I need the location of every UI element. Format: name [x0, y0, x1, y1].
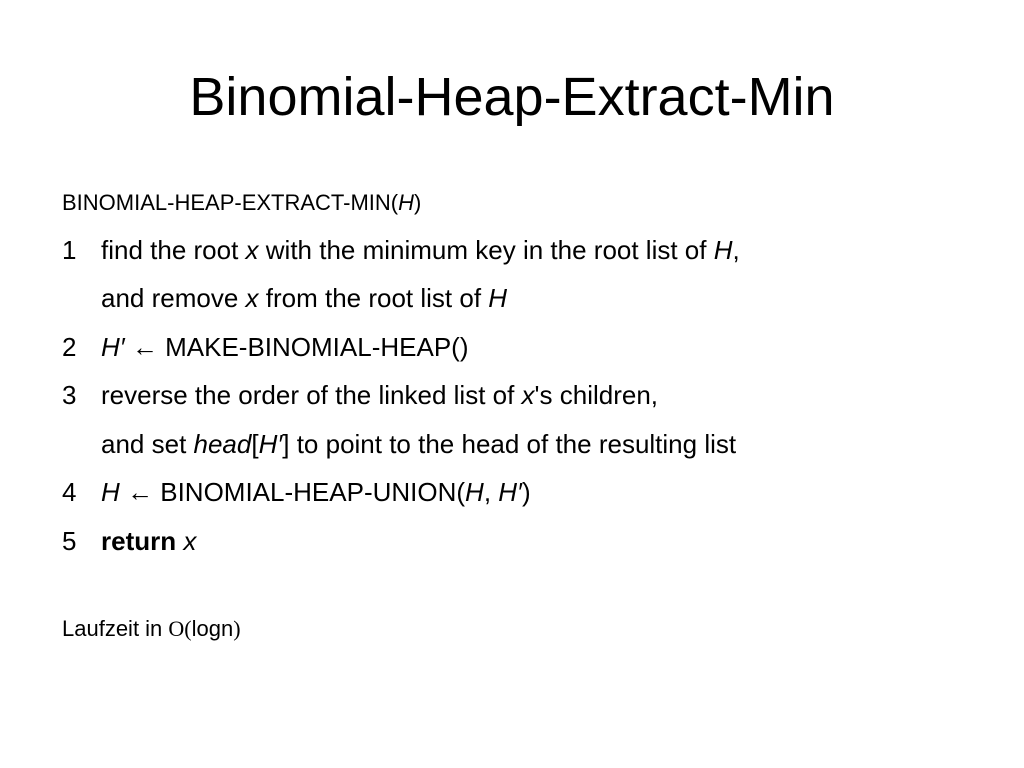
pseudocode-line-1 — [62, 233, 740, 267]
line-number: 5 — [62, 526, 77, 556]
line-text: BINOMIAL-HEAP-UNION( — [160, 477, 466, 507]
runtime-arg: logn — [191, 616, 234, 641]
assign-arrow: ← — [124, 332, 166, 362]
big-o-symbol: O — [168, 616, 185, 641]
procedure-header — [62, 188, 421, 218]
pseudocode-line-5 — [62, 524, 196, 558]
var-h-prime: H′ — [258, 429, 283, 459]
keyword-return: return — [101, 526, 177, 556]
line-text: with the minimum key in the root list of — [258, 235, 714, 265]
pseudocode-line-4 — [62, 475, 531, 509]
line-text: find the root — [101, 235, 246, 265]
paren-open: ( — [184, 616, 192, 641]
pseudocode-line-2 — [62, 330, 468, 364]
line-number: 3 — [62, 380, 77, 410]
var-x: x — [245, 235, 259, 265]
procedure-param: H — [398, 190, 415, 215]
var-h: H — [465, 477, 484, 507]
line-text: , — [732, 235, 740, 265]
pseudocode-line-3-continued — [62, 427, 736, 461]
line-text: 's children, — [534, 380, 659, 410]
line-text: from the root list of — [258, 283, 489, 313]
procedure-name: BINOMIAL-HEAP-EXTRACT-MIN( — [62, 190, 399, 215]
assign-arrow: ← — [119, 477, 161, 507]
func-head: head — [193, 429, 252, 459]
line-number: 4 — [62, 477, 77, 507]
line-text: and set — [101, 429, 194, 459]
var-h-prime: H′ — [101, 332, 125, 362]
pseudocode-line-3 — [62, 378, 658, 412]
var-x: x — [521, 380, 535, 410]
var-h: H — [101, 477, 120, 507]
line-number: 2 — [62, 332, 77, 362]
line-text: reverse the order of the linked list of — [101, 380, 522, 410]
procedure-close: ) — [414, 190, 422, 215]
var-h: H — [713, 235, 733, 265]
var-x: x — [245, 283, 259, 313]
var-h-prime: H′ — [498, 477, 522, 507]
slide-title: Binomial-Heap-Extract-Min — [189, 67, 835, 127]
line-number: 1 — [62, 235, 77, 265]
line-text: and remove — [101, 283, 246, 313]
paren-close: ) — [233, 616, 241, 641]
line-text: MAKE-BINOMIAL-HEAP() — [165, 332, 469, 362]
line-text: , — [483, 477, 499, 507]
var-x: x — [183, 526, 197, 556]
line-text: ) — [521, 477, 531, 507]
var-h: H — [488, 283, 508, 313]
runtime-note — [62, 614, 241, 644]
pseudocode-line-1-continued — [62, 281, 507, 315]
line-text: [ — [251, 429, 259, 459]
line-text: ] to point to the head of the resulting list — [282, 429, 737, 459]
runtime-label: Laufzeit in — [62, 616, 169, 641]
